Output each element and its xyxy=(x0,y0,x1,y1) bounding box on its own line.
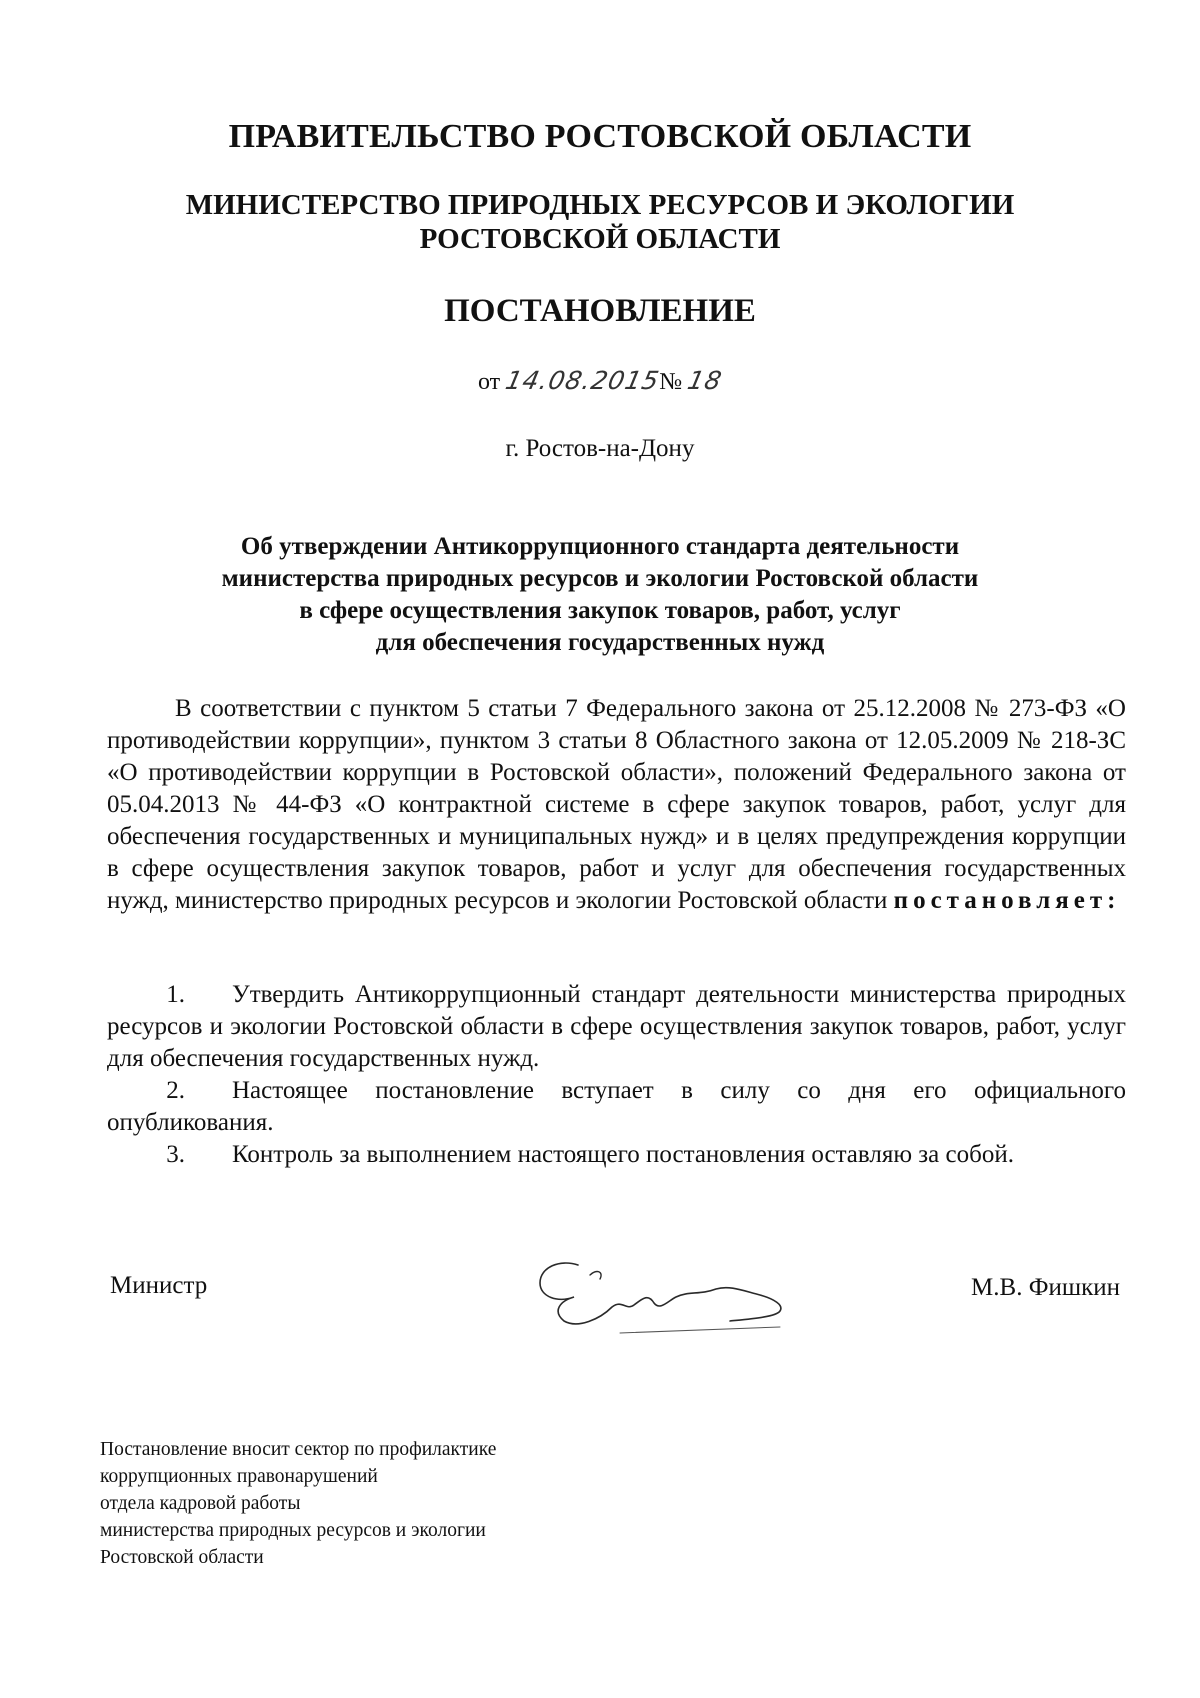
decree-item xyxy=(107,979,1126,1075)
subject-line1: Об утверждении Антикоррупционного стандарта деятельности xyxy=(240,533,960,560)
footer-line4: министерства природных ресурсов и экологии xyxy=(100,1520,486,1541)
footer-line2: коррупционных правонарушений xyxy=(100,1466,378,1487)
handwritten-number: 18 xyxy=(685,366,726,395)
item-text: Контроль за выполнением настоящего постановления оставляю за собой. xyxy=(232,1141,1014,1168)
preamble-text: В соответствии с пунктом 5 статьи 7 Федерального закона от 25.12.2008 № 273-ФЗ «О противодействии коррупции», пунктом 3 статьи 8 Областного закона от 12.05.2009 № 218-ЗС «О противодействии коррупции в Ростовской области», положений Федерального закона от 05.04.2013 № 44-ФЗ «О контрактной системе в сфере закупок товаров, работ, услуг для обеспечения государственных и муниципальных нужд» и в целях предупреждения коррупции в сфере осуществления закупок товаров, работ и услуг для обеспечения государственных нужд, министерство природных ресурсов и экологии Ростовской области xyxy=(107,695,1126,914)
footer-note xyxy=(100,1436,496,1571)
footer-line3: отдела кадровой работы xyxy=(100,1493,301,1514)
government-heading: ПРАВИТЕЛЬСТВО РОСТОВСКОЙ ОБЛАСТИ xyxy=(228,118,972,155)
decree-word: постановляет: xyxy=(893,887,1121,914)
item-text: Утвердить Антикоррупционный стандарт деятельности министерства природных ресурсов и экологии Ростовской области в сфере осуществления закупок товаров, работ, услуг для обеспечения государственных нужд. xyxy=(107,981,1126,1072)
document-type-title: ПОСТАНОВЛЕНИЕ xyxy=(444,293,756,329)
footer-line1: Постановление вносит сектор по профилактике xyxy=(100,1439,497,1460)
handwritten-signature xyxy=(530,1245,820,1345)
item-number: 1. xyxy=(166,981,185,1008)
ministry-heading xyxy=(0,188,1200,256)
date-number-line xyxy=(0,366,1200,396)
subject-title xyxy=(0,531,1200,659)
footer-line5: Ростовской области xyxy=(100,1547,264,1568)
subject-line3: в сфере осуществления закупок товаров, работ, услуг xyxy=(299,597,901,624)
city-line: г. Ростов-на-Дону xyxy=(505,435,695,462)
preamble-paragraph xyxy=(107,693,1126,917)
decree-item xyxy=(107,1139,1126,1171)
signatory-name: М.В. Фишкин xyxy=(971,1274,1120,1301)
ministry-heading-line1: МИНИСТЕРСТВО ПРИРОДНЫХ РЕСУРСОВ И ЭКОЛОГИИ xyxy=(185,189,1015,221)
date-prefix: от xyxy=(477,369,501,395)
number-label: № xyxy=(659,369,683,395)
decree-items xyxy=(107,979,1126,1171)
decree-item xyxy=(107,1075,1126,1139)
ministry-heading-line2: РОСТОВСКОЙ ОБЛАСТИ xyxy=(419,223,781,255)
subject-line2: министерства природных ресурсов и экологии Ростовской области xyxy=(221,565,979,592)
item-number: 2. xyxy=(166,1077,185,1104)
item-text: Настоящее постановление вступает в силу со дня его официального опубликования. xyxy=(107,1077,1126,1136)
subject-line4: для обеспечения государственных нужд xyxy=(375,629,825,656)
item-number: 3. xyxy=(166,1141,185,1168)
signatory-role: Министр xyxy=(110,1272,208,1299)
handwritten-date: 14.08.2015 xyxy=(503,366,663,395)
